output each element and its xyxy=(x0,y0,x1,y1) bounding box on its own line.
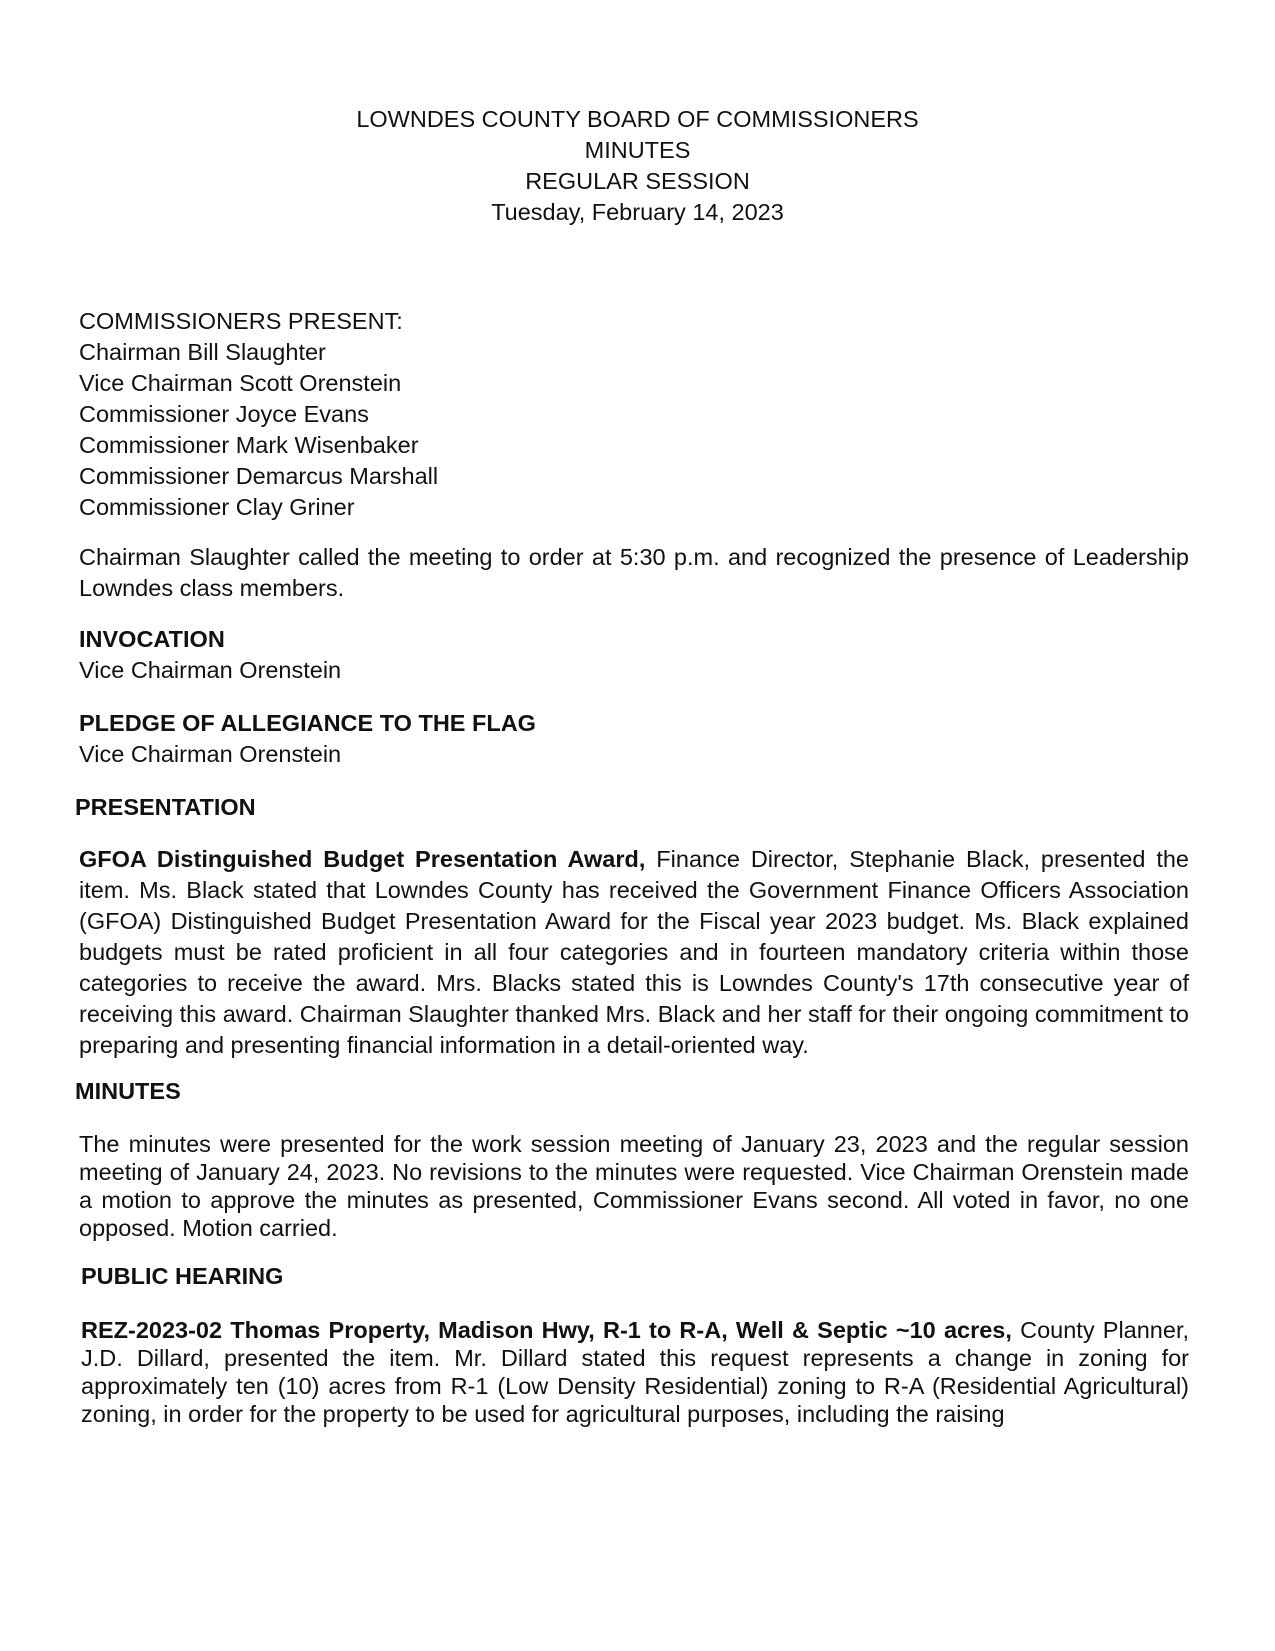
presentation-heading: PRESENTATION xyxy=(75,794,256,820)
header-title: MINUTES xyxy=(584,137,691,163)
presentation-paragraph xyxy=(79,844,1189,1061)
invocation-section xyxy=(79,624,1189,686)
header-organization: LOWNDES COUNTY BOARD OF COMMISSIONERS xyxy=(356,106,919,132)
minutes-paragraph: The minutes were presented for the work session meeting of January 23, 2023 and the regular session meeting of January 24, 2023. No revisions to the minutes were requested. Vice Chairman Orenstein made a motion to approve the minutes as presented, Commissioner Evans second. All voted in favor, no one opposed. Motion carried. xyxy=(79,1131,1189,1241)
minutes-heading: MINUTES xyxy=(75,1078,181,1104)
invocation-heading: INVOCATION xyxy=(79,626,225,652)
call-to-order-paragraph: Chairman Slaughter called the meeting to order at 5:30 p.m. and recognized the presence of Leadership Lowndes class members. xyxy=(79,544,1189,601)
presentation-item-title: GFOA Distinguished Budget Presentation Award, xyxy=(79,846,646,872)
present-member: Chairman Bill Slaughter xyxy=(79,339,326,365)
presentation-item-body: Finance Director, Stephanie Black, presented the item. Ms. Black stated that Lowndes County has received the Government Finance Officers Association (GFOA) Distinguished Budget Presentation Award for the Fiscal year 2023 budget. Ms. Black explained budgets must be rated proficient in all four categories and in fourteen mandatory criteria within those categories to receive the award. Mrs. Blacks stated this is Lowndes County's 17th consecutive year of receiving this award. Chairman Slaughter thanked Mrs. Black and her staff for their ongoing commitment to preparing and presenting financial information in a detail-oriented way. xyxy=(79,846,1189,1058)
present-member: Vice Chairman Scott Orenstein xyxy=(79,370,402,396)
public-hearing-item-title: REZ-2023-02 Thomas Property, Madison Hwy, R-1 to R-A, Well & Septic ~10 acres, xyxy=(81,1317,1012,1343)
pledge-section xyxy=(79,708,1189,770)
present-member: Commissioner Joyce Evans xyxy=(79,401,369,427)
present-member: Commissioner Demarcus Marshall xyxy=(79,463,439,489)
present-label: COMMISSIONERS PRESENT: xyxy=(79,308,403,334)
document-header xyxy=(0,104,1275,228)
header-session: REGULAR SESSION xyxy=(525,168,750,194)
invocation-by: Vice Chairman Orenstein xyxy=(79,657,342,683)
present-member: Commissioner Clay Griner xyxy=(79,494,355,520)
public-hearing-item-body: County Planner, J.D. Dillard, presented the item. Mr. Dillard stated this request represents a change in zoning for approximately ten (10) acres from R-1 (Low Density Residential) zoning to R-A (Residential Agricultural) zoning, in order for the property to be used for agricultural purposes, including the raising xyxy=(81,1317,1189,1427)
pledge-heading: PLEDGE OF ALLEGIANCE TO THE FLAG xyxy=(79,710,536,736)
pledge-by: Vice Chairman Orenstein xyxy=(79,741,342,767)
header-date: Tuesday, February 14, 2023 xyxy=(491,199,784,225)
present-member: Commissioner Mark Wisenbaker xyxy=(79,432,419,458)
commissioners-present xyxy=(79,306,1189,523)
public-hearing-heading: PUBLIC HEARING xyxy=(81,1263,284,1289)
public-hearing-paragraph xyxy=(81,1316,1189,1428)
